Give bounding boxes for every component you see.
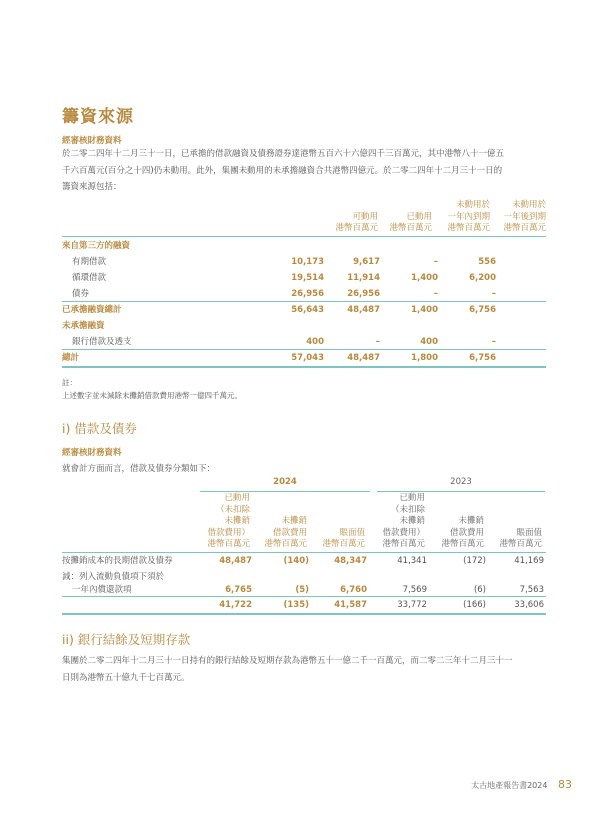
table-row: 有期借款 10,173 9,617 – 556: [72, 257, 496, 267]
col-header-available: 可動用 港幣百萬元: [335, 211, 378, 233]
intro-line: 籌資來源包括：: [62, 182, 122, 192]
col-header-undrawn-within-year: 未動用於 一年內到期 港幣百萬元: [447, 200, 490, 233]
col-header-undrawn-after-year: 未動用於 一年後到期 港幣百萬元: [503, 200, 546, 233]
publication-name: 太古地產報告書2024: [471, 781, 548, 790]
note-text: 上述數字並未減除未攤銷借款費用港幣一億四千萬元。: [62, 391, 242, 400]
table-rule: [62, 596, 546, 597]
table-row-total: 41,722 (135) 41,587 33,772 (166) 33,606: [219, 600, 544, 610]
section-i-title: i) 借款及債券: [62, 421, 137, 436]
year-header-2024: 2024: [273, 477, 297, 487]
year-header-2023: 2023: [450, 477, 472, 487]
table-row: 減：列入流動負債項下須於 一年內償還款項 6,765 (5) 6,760 7,569 (6) 7,563: [62, 572, 544, 595]
note-label: 註：: [62, 378, 77, 387]
col-header-unamortised-2024: 未攤銷 借款費用 港幣百萬元: [264, 516, 307, 549]
audited-label: 經審核財務資料: [62, 136, 122, 146]
intro-paragraph: [62, 146, 550, 196]
table-row: 來自第三方的融資: [62, 241, 131, 251]
section-ii-title: ii) 銀行結餘及短期存款: [62, 632, 191, 647]
table-row-total: 總計 57,043 48,487 1,800 6,756: [62, 353, 496, 363]
page-footer: [471, 778, 572, 791]
table-row-subtotal: 已承擔融資總計 56,643 48,487 1,400 6,756: [62, 305, 496, 315]
year-rule: [377, 491, 545, 492]
table-row: 循環借款 19,514 11,914 1,400 6,200: [72, 273, 496, 283]
year-rule: [200, 491, 370, 492]
table-double-rule: [62, 366, 546, 368]
page-number: 83: [558, 778, 572, 791]
funding-table-header: [62, 200, 546, 236]
col-header-drawn-2023: 已動用 （未扣除 未攤銷 借款費用） 港幣百萬元: [382, 493, 425, 549]
section-i-intro: 就會計方面而言，借款及債券分類如下：: [62, 464, 216, 474]
intro-line: 於二零二四年十二月三十一日，已承擔的借款融資及債務證券達港幣五百六十六億四千三百萬元，其中港幣八十一億五: [62, 149, 505, 159]
audited-label: 經審核財務資料: [62, 448, 122, 458]
intro-line: 千六百萬元(百分之十四)仍未動用。此外，集團未動用的未承擔融資合共港幣四億元。於二零二四年十二月三十一日的: [62, 165, 503, 176]
table-rule: [62, 552, 546, 553]
table-row: 債券 26,956 26,956 – –: [72, 289, 496, 299]
col-header-drawn: 已動用 港幣百萬元: [389, 211, 432, 233]
table-double-rule: [62, 613, 546, 615]
table-rule: [62, 236, 546, 237]
col-header-carrying-2024: 賬面值 港幣百萬元: [322, 527, 365, 549]
table-row: 銀行借款及透支 400 – 400 –: [72, 337, 496, 347]
page-title: 籌資來源: [62, 107, 134, 127]
table-row: 按攤銷成本的長期借款及債券 48,487 (140) 48,347 41,341 (172) 41,169: [62, 556, 544, 566]
col-header-unamortised-2023: 未攤銷 借款費用 港幣百萬元: [441, 516, 484, 549]
section-ii-paragraph: 集團於二零二四年十二月三十一日持有的銀行結餘及短期存款為港幣五十一億二千一百萬元，而二零二三年十二月三十一 日則為港幣五十億九千七百萬元。: [62, 656, 513, 683]
col-header-carrying-2023: 賬面值 港幣百萬元: [499, 527, 542, 549]
col-header-drawn-2024: 已動用 （未扣除 未攤銷 借款費用） 港幣百萬元: [207, 493, 250, 549]
table-row: 未承擔融資: [62, 321, 105, 331]
